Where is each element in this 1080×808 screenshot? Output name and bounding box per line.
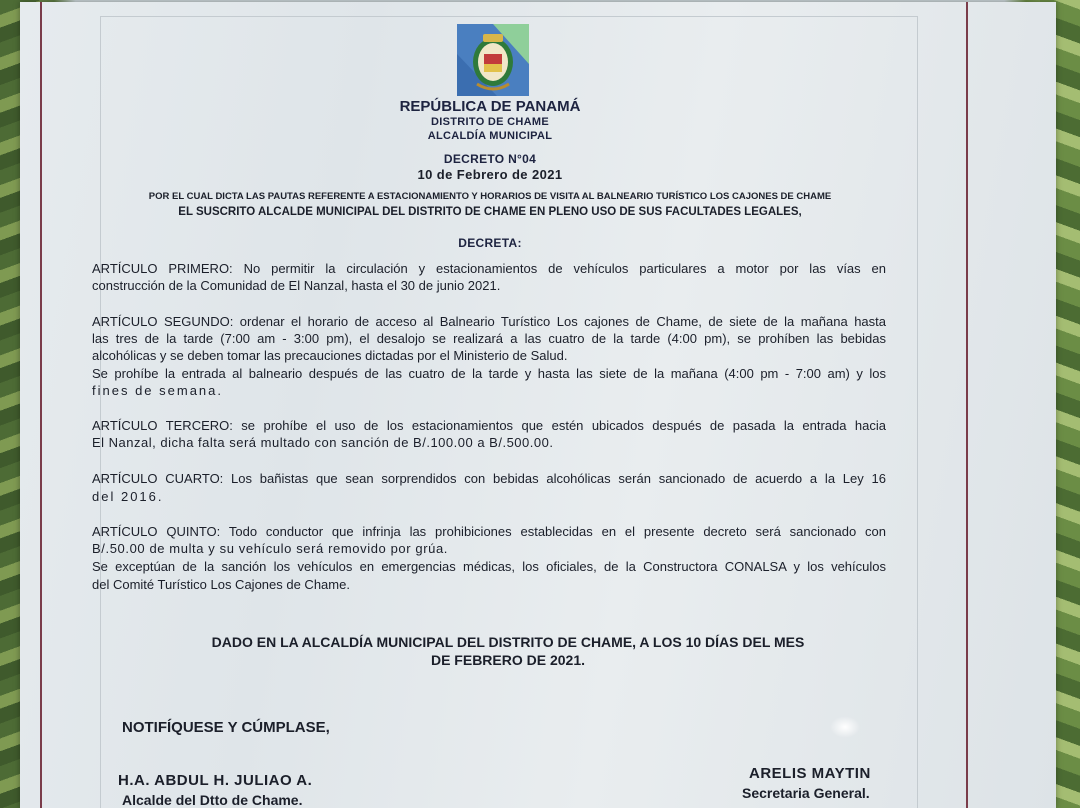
article-2-line-2: las tres de la tarde (7:00 am - 3:00 pm), el desalojo se realizará a las cuatro de la tarde (4:00 pm), se prohíben las bebidas	[92, 331, 886, 346]
article-4-label: ARTÍCULO CUARTO:	[92, 471, 224, 486]
article-1-line-1	[92, 261, 886, 276]
banner-border-right	[966, 2, 968, 808]
republic-heading: REPÚBLICA DE PANAMÁ	[399, 98, 581, 115]
office-heading: ALCALDÍA MUNICIPAL	[427, 130, 553, 142]
article-1-label: ARTÍCULO PRIMERO:	[92, 261, 233, 276]
mayor-title: Alcalde del Dtto de Chame.	[122, 792, 303, 808]
district-heading: DISTRITO DE CHAME	[431, 116, 549, 128]
article-4-text: Los bañistas que sean sorprendidos con bebidas alcohólicas serán sancionado de acuerdo a la Ley 16	[223, 471, 886, 486]
article-3-text: se prohíbe el uso de los estacionamientos que estén ubicados después de pasada la entrada hacia	[232, 418, 886, 433]
article-5-line-1	[92, 524, 886, 539]
article-5-label: ARTÍCULO QUINTO:	[92, 524, 221, 539]
banner-border-left	[40, 2, 42, 808]
notify-text: NOTIFÍQUESE Y CÚMPLASE,	[122, 719, 330, 736]
article-1-text: No permitir la circulación y estacionamientos de vehículos particulares a motor por las vías en	[232, 261, 886, 276]
article-3-label: ARTÍCULO TERCERO:	[92, 418, 233, 433]
article-2-text: ordenar el horario de acceso al Balneario Turístico Los cajones de Chame, de siete de la mañana hasta	[233, 314, 886, 329]
article-4-line-2: del 2016.	[92, 489, 164, 504]
article-5-line-4: del Comité Turístico Los Cajones de Chame.	[92, 577, 350, 592]
closing-line-1: DADO EN LA ALCALDÍA MUNICIPAL DEL DISTRITO DE CHAME, A LOS 10 DÍAS DEL MES	[211, 634, 805, 650]
article-4-line-1	[92, 471, 886, 486]
decree-number: DECRETO N°04	[443, 152, 537, 166]
light-glare	[830, 716, 860, 738]
article-2-label: ARTÍCULO SEGUNDO:	[92, 314, 234, 329]
article-3-line-1	[92, 418, 886, 433]
secretary-title: Secretaria General.	[742, 785, 870, 801]
article-1-line-2: construcción de la Comunidad de El Nanzal, hasta el 30 de junio 2021.	[92, 278, 501, 293]
article-5-line-2: B/.50.00 de multa y su vehículo será removido por grúa.	[92, 541, 449, 556]
article-2-line-1	[92, 314, 886, 329]
decree-subject: POR EL CUAL DICTA LAS PAUTAS REFERENTE A ESTACIONAMIENTO Y HORARIOS DE VISITA AL BALNEARIO TURÍSTICO LOS CAJONES DE CHAME	[148, 191, 832, 202]
decree-date: 10 de Febrero de 2021	[417, 167, 563, 182]
decreta-heading: DECRETA:	[458, 236, 522, 250]
mayor-name: H.A. ABDUL H. JULIAO A.	[118, 772, 313, 789]
municipal-seal-icon	[457, 24, 529, 96]
secretary-name: ARELIS MAYTIN	[749, 765, 871, 782]
closing-line-2: DE FEBRERO DE 2021.	[430, 652, 586, 668]
article-5-text: Todo conductor que infrinja las prohibiciones establecidas en el presente decreto será sancionado con	[220, 524, 886, 539]
article-2-line-5: fines de semana.	[92, 383, 224, 398]
authority-statement: EL SUSCRITO ALCALDE MUNICIPAL DEL DISTRITO DE CHAME EN PLENO USO DE SUS FACULTADES LEGALES,	[178, 206, 802, 218]
article-2-line-4: Se prohíbe la entrada al balneario después de las cuatro de la tarde y hasta las siete de la mañana (4:00 pm - 7:00 am) y los	[92, 366, 886, 381]
article-3-line-2: El Nanzal, dicha falta será multado con sanción de B/.100.00 a B/.500.00.	[92, 435, 554, 450]
article-5-line-3: Se exceptúan de la sanción los vehículos en emergencias médicas, los oficiales, de la Constructora CONALSA y los vehículos	[92, 559, 886, 574]
article-2-line-3: alcohólicas y se deben tomar las precauciones dictadas por el Ministerio de Salud.	[92, 348, 568, 363]
